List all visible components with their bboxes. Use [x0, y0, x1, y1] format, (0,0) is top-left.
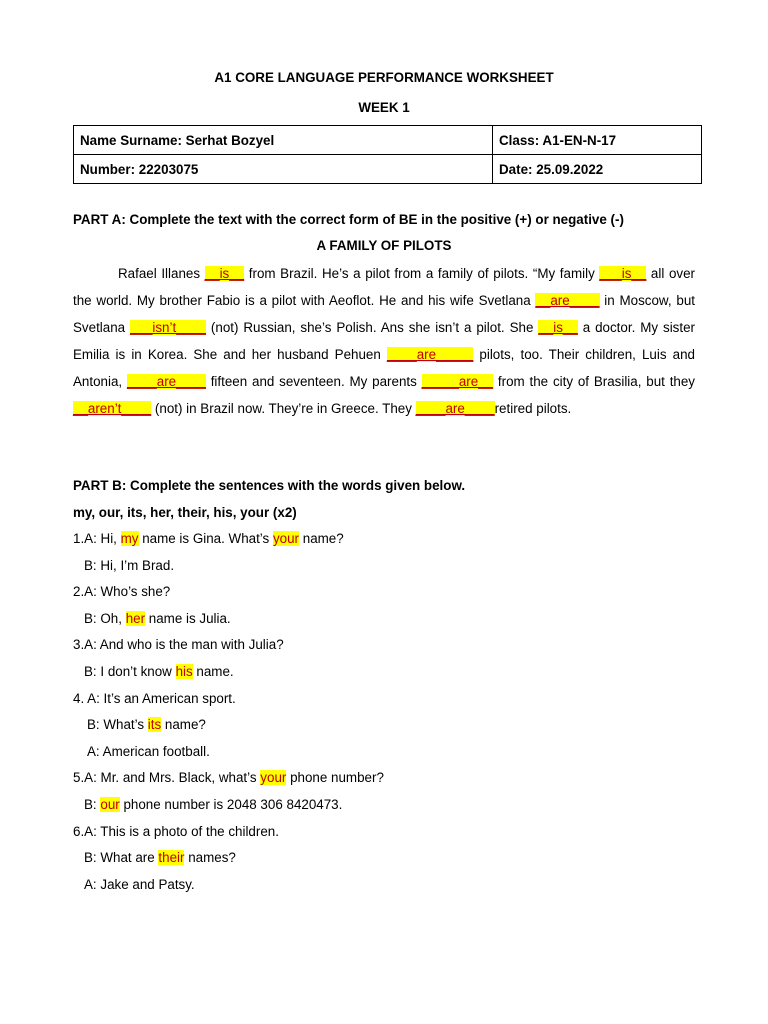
table-row — [74, 126, 702, 155]
line-text: names? — [184, 850, 236, 866]
answer-blank: __is__ — [204, 266, 245, 281]
line-text: name is Julia. — [145, 610, 231, 626]
answer-word: its — [147, 717, 162, 733]
story-text: in Moscow, but Svetlana — [73, 293, 695, 335]
story-text: pilots, too. Their children, Luis and Antonia, — [73, 347, 695, 389]
answer-blank: ____are____ — [415, 401, 495, 416]
story-text: all over the world. My brother Fabio is a pilot with Aeoflot. He and his wife Svetlana — [73, 266, 696, 308]
line-text: B: — [84, 796, 101, 812]
story-text: Rafael Illanes — [118, 266, 205, 281]
number-cell: Number: 22203075 — [74, 155, 493, 184]
story-text: from Brazil. He’s a pilot from a family of pilots. “My family — [244, 266, 600, 281]
dialogue-line: 6.A: This is a photo of the children. — [73, 823, 279, 839]
name-surname-cell: Name Surname: Serhat Bozyel — [74, 126, 493, 155]
dialogue-line: A: American football. — [87, 743, 210, 759]
answer-blank: ____are____ — [126, 374, 206, 389]
line-text: 1.A: Hi, — [73, 531, 121, 546]
story-text: (not) Russian, she’s Polish. Ans she isn’t a pilot. She — [206, 320, 539, 335]
word-bank: my, our, its, her, their, his, your (x2) — [73, 505, 297, 520]
line-text: B: What are — [84, 850, 159, 866]
answer-blank: __is__ — [538, 320, 578, 335]
class-cell: Class: A1-EN-N-17 — [493, 126, 702, 155]
table-row — [74, 155, 702, 184]
dialogue-line: 4. A: It’s an American sport. — [73, 690, 236, 706]
dialogue-line: A: Jake and Patsy. — [84, 876, 195, 892]
dialogue-line — [73, 845, 384, 872]
dialogue-line — [73, 606, 384, 633]
answer-blank: __aren’t____ — [73, 401, 152, 416]
answer-blank: _____are__ — [421, 374, 494, 389]
dialogue-line — [73, 792, 384, 819]
dialogue-line: 2.A: Who’s she? — [73, 584, 171, 600]
line-text: 5.A: Mr. and Mrs. Black, what’s — [73, 770, 261, 786]
dialogue-line: 3.A: And who is the man with Julia? — [73, 637, 284, 653]
dialogue-line — [73, 526, 384, 553]
answer-word: your — [272, 531, 300, 546]
line-text: B: Oh, — [84, 610, 126, 626]
answer-word: our — [100, 796, 120, 812]
week-label: WEEK 1 — [358, 100, 410, 115]
line-text: name is Gina. What’s — [138, 531, 273, 546]
line-text: phone number is 2048 306 8420473. — [119, 796, 343, 812]
dialogue-line: B: Hi, I’m Brad. — [84, 557, 175, 573]
line-text: name. — [192, 663, 234, 679]
answer-word: her — [125, 610, 146, 626]
part-a-instruction: PART A: Complete the text with the correct form of BE in the positive (+) or negative (-) — [73, 212, 624, 227]
story-text: from the city of Brasilia, but they — [493, 374, 696, 389]
line-text: B: I don’t know — [84, 663, 176, 679]
student-info-table — [73, 125, 702, 184]
story-text: retired pilots. — [494, 401, 572, 416]
line-text: name? — [299, 531, 344, 546]
line-text: phone number? — [286, 770, 384, 786]
line-text: B: What’s — [87, 717, 148, 733]
story-paragraph — [73, 260, 695, 422]
answer-blank: ___is__ — [599, 266, 647, 281]
story-text: (not) in Brazil now. They’re in Greece. They — [151, 401, 416, 416]
answer-blank: __are____ — [535, 293, 600, 308]
story-text: a doctor. My sister Emilia is in Korea. She and her husband Pehuen — [73, 320, 695, 362]
dialogue-line — [73, 712, 384, 739]
date-cell: Date: 25.09.2022 — [493, 155, 702, 184]
story-heading: A FAMILY OF PILOTS — [316, 238, 452, 253]
worksheet-title: A1 CORE LANGUAGE PERFORMANCE WORKSHEET — [214, 70, 554, 85]
answer-blank: ____are_____ — [386, 347, 474, 362]
dialogue-line — [73, 765, 384, 792]
answer-word: his — [175, 663, 193, 679]
part-b-instruction: PART B: Complete the sentences with the words given below. — [73, 478, 466, 493]
dialogue-line — [73, 659, 384, 686]
dialogue-list — [73, 526, 384, 898]
line-text: name? — [161, 717, 206, 733]
answer-word: their — [158, 850, 185, 866]
story-text: fifteen and seventeen. My parents — [205, 374, 422, 389]
answer-word: your — [260, 770, 287, 786]
answer-word: my — [120, 531, 139, 546]
answer-blank: ___isn’t____ — [130, 320, 206, 335]
